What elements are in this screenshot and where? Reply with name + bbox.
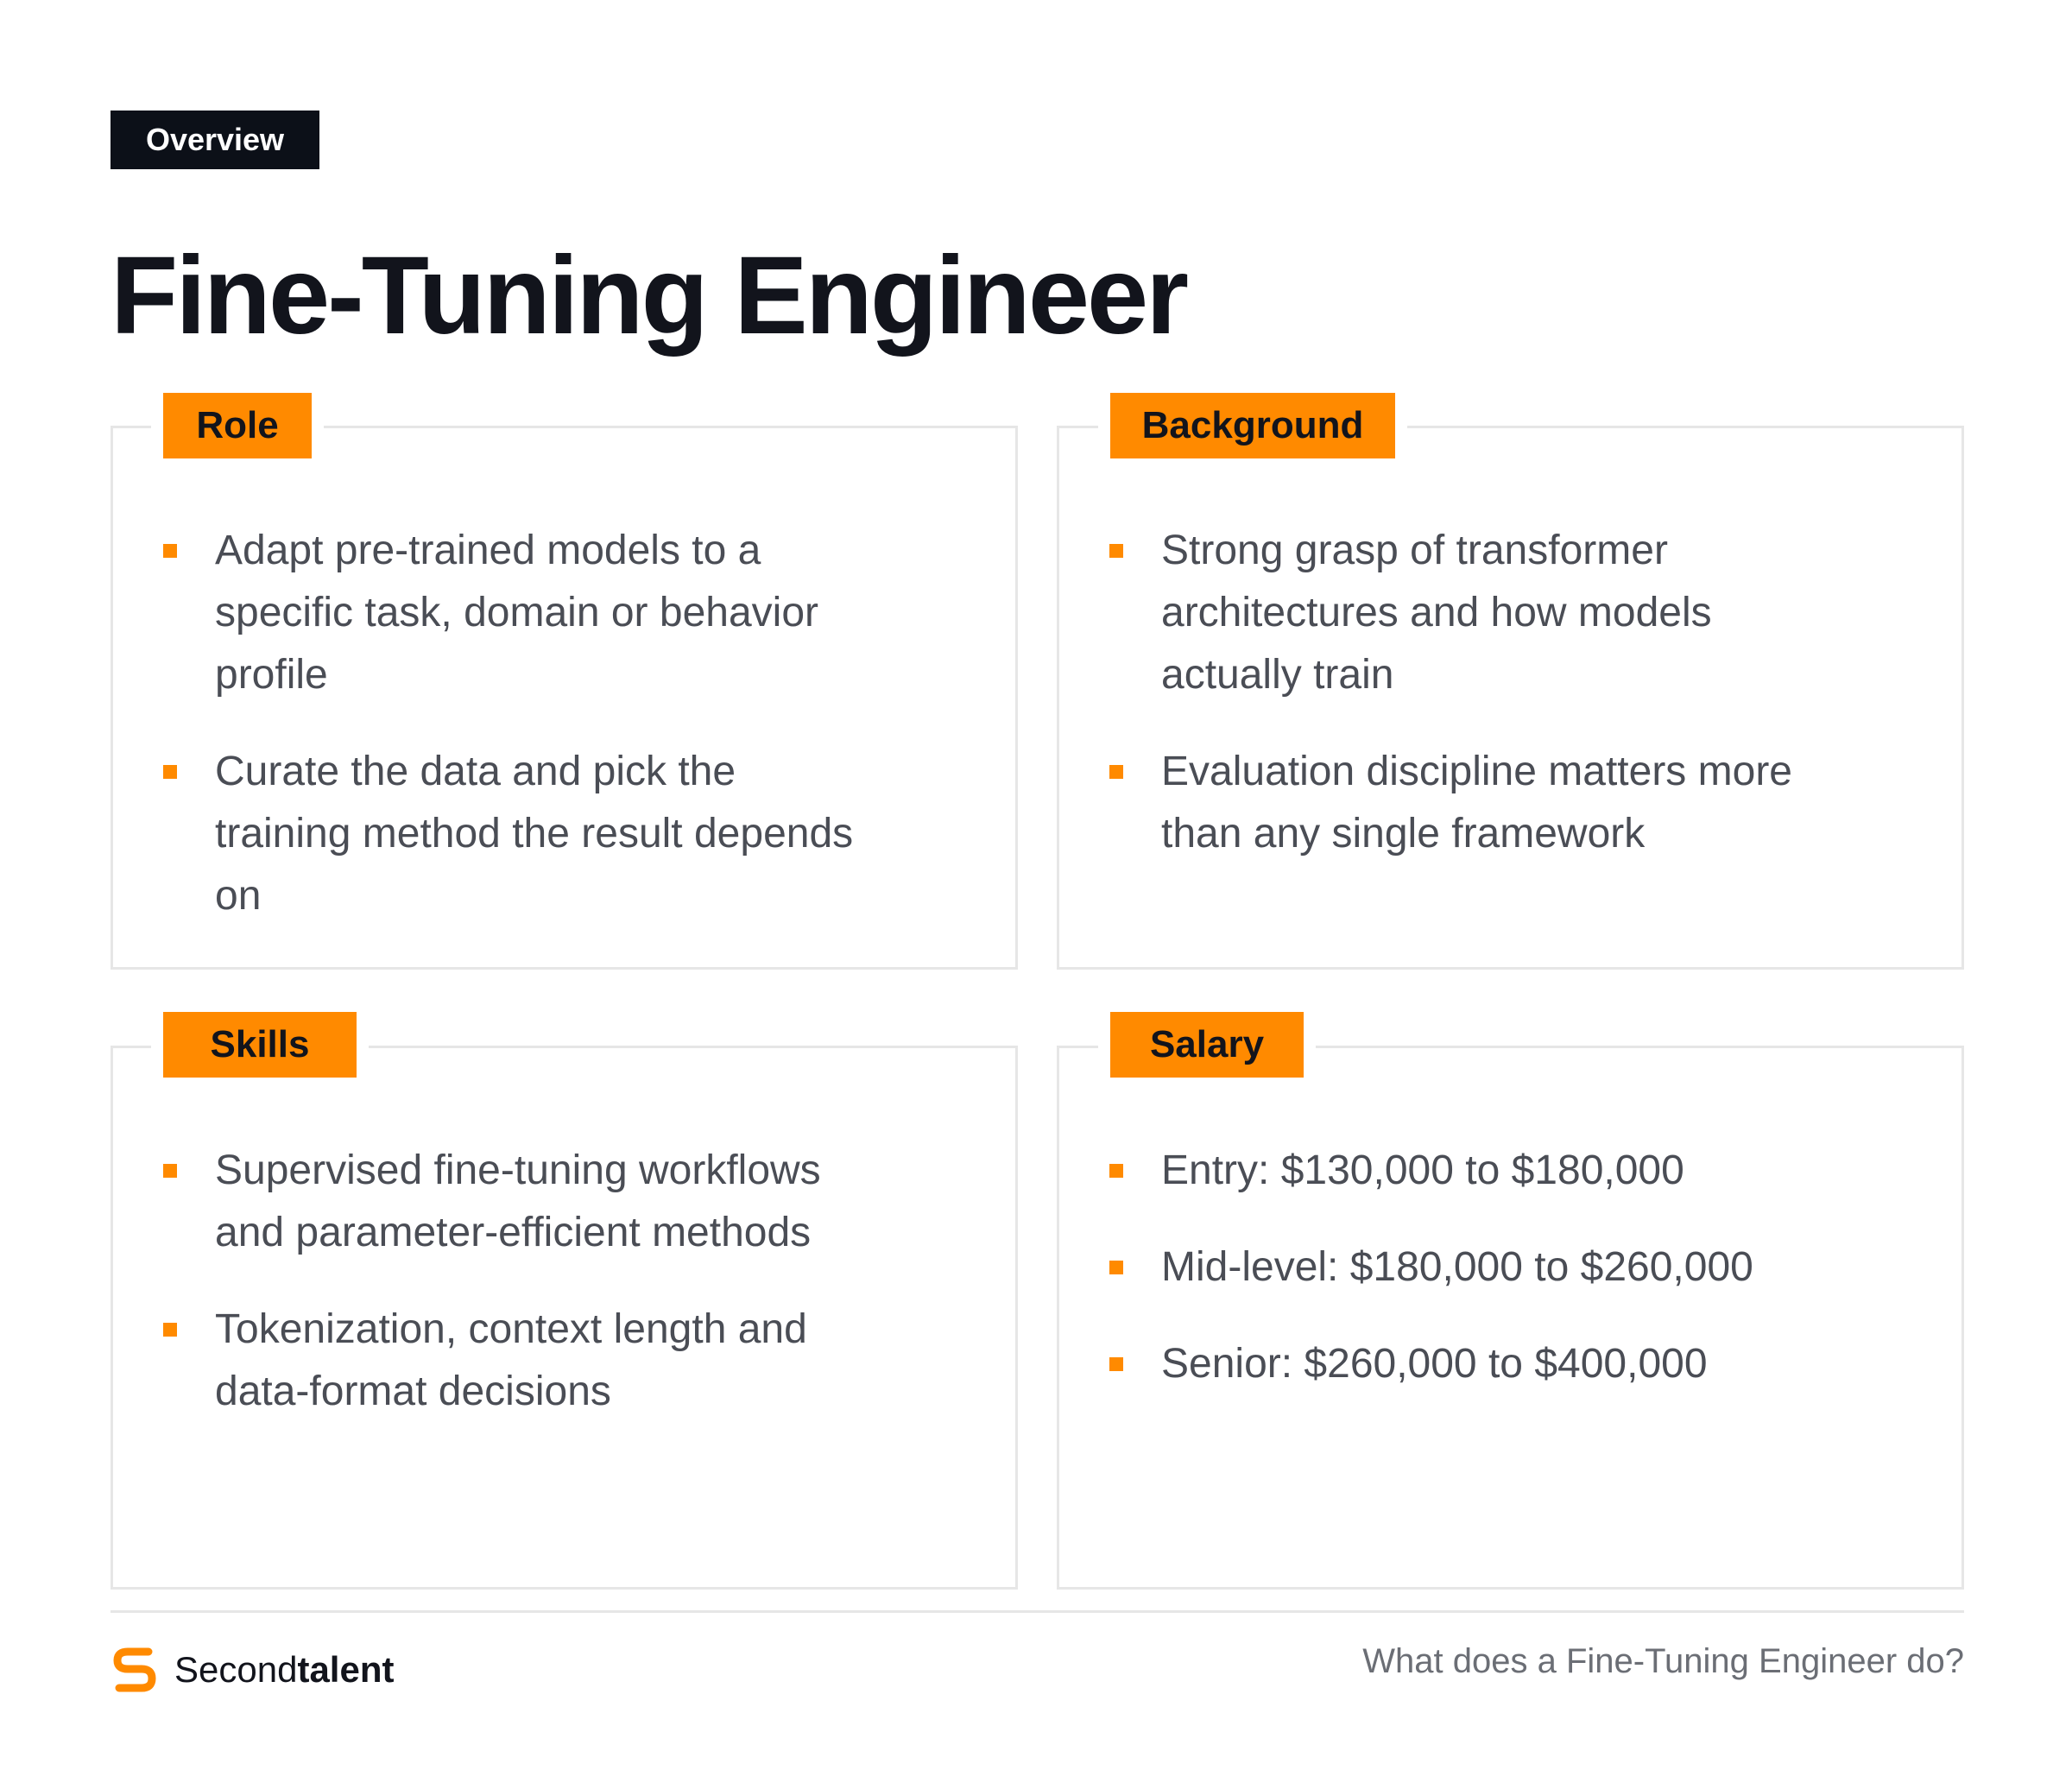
- square-bullet-icon: [1109, 1357, 1123, 1371]
- brand-logo: [111, 1645, 394, 1695]
- brand-name-regular: Second: [174, 1649, 298, 1690]
- list-item-text: Entry: $130,000 to $180,000: [1161, 1147, 1684, 1193]
- footer-caption: What does a Fine-Tuning Engineer do?: [1362, 1642, 1964, 1680]
- square-bullet-icon: [163, 765, 177, 779]
- list-item-text: Mid-level: $180,000 to $260,000: [1161, 1244, 1753, 1290]
- list-item-text: Adapt pre-trained models to a specific task, domain or behavior profile: [215, 528, 818, 698]
- secondtalent-s-logo-icon: [111, 1645, 159, 1695]
- square-bullet-icon: [1109, 1164, 1123, 1178]
- square-bullet-icon: [1109, 1261, 1123, 1274]
- list-item: [1109, 1333, 1921, 1395]
- list-item-text: Evaluation discipline matters more than any single framework: [1161, 749, 1792, 857]
- list-item: [163, 520, 862, 706]
- overview-tag: Overview: [111, 111, 319, 169]
- square-bullet-icon: [163, 544, 177, 558]
- salary-list: [1109, 1140, 1921, 1430]
- brand-name: [174, 1649, 394, 1691]
- skills-card: [111, 1046, 1018, 1590]
- list-item: [163, 1140, 845, 1264]
- background-card: [1057, 426, 1964, 970]
- list-item: [1109, 520, 1835, 706]
- salary-card: [1057, 1046, 1964, 1590]
- list-item-text: Strong grasp of transformer architectures and how models actually train: [1161, 528, 1712, 698]
- list-item: [163, 741, 862, 927]
- square-bullet-icon: [163, 1164, 177, 1178]
- role-card: [111, 426, 1018, 970]
- brand-name-bold: talent: [297, 1649, 395, 1690]
- background-list: [1109, 520, 1886, 900]
- background-label: Background: [1110, 393, 1395, 458]
- role-label: Role: [163, 393, 312, 458]
- skills-label: Skills: [163, 1012, 357, 1078]
- skills-list: [163, 1140, 940, 1457]
- square-bullet-icon: [1109, 544, 1123, 558]
- square-bullet-icon: [163, 1323, 177, 1337]
- list-item-text: Supervised fine-tuning workflows and parameter-efficient methods: [215, 1147, 821, 1255]
- list-item: [1109, 1236, 1921, 1299]
- list-item: [1109, 1140, 1921, 1202]
- page-title: Fine-Tuning Engineer: [111, 234, 1186, 357]
- list-item: [1109, 741, 1852, 865]
- list-item: [163, 1299, 845, 1423]
- list-item-text: Tokenization, context length and data-format decisions: [215, 1306, 807, 1414]
- list-item-text: Senior: $260,000 to $400,000: [1161, 1341, 1708, 1387]
- square-bullet-icon: [1109, 765, 1123, 779]
- footer-divider: [111, 1610, 1964, 1613]
- salary-label: Salary: [1110, 1012, 1304, 1078]
- role-list: [163, 520, 940, 962]
- list-item-text: Curate the data and pick the training method the result depends on: [215, 749, 854, 919]
